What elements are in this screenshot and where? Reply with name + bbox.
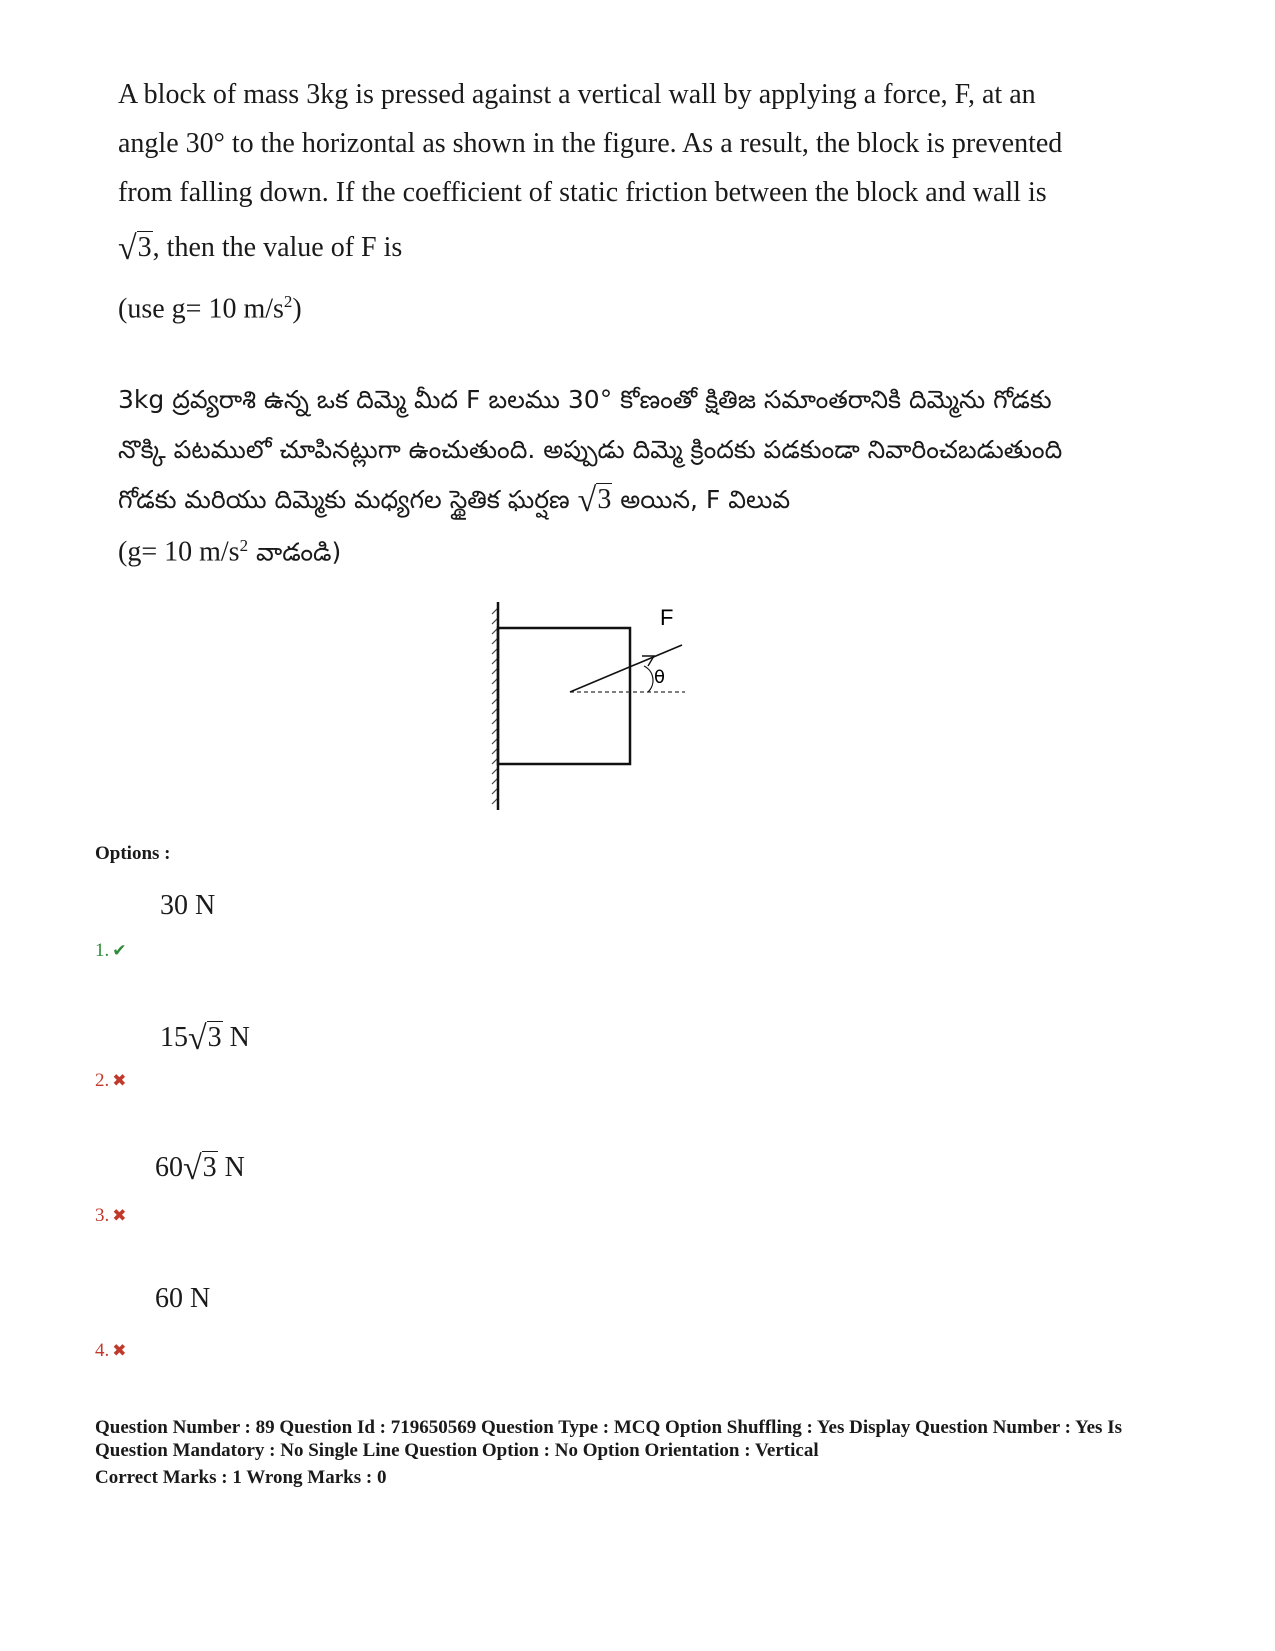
option-text: 60√3 N <box>155 1150 245 1187</box>
option-number: 1. ✔ <box>95 940 127 961</box>
option-number: 3. ✖ <box>95 1205 127 1226</box>
question-line: from falling down. If the coefficient of static friction between the block and wall is <box>118 177 1047 208</box>
angle-label: θ <box>654 667 666 688</box>
angle-arc <box>644 666 653 692</box>
question-line-rest: , then the value of F is <box>152 232 403 263</box>
cross-icon: ✖ <box>112 1206 127 1226</box>
question-telugu <box>118 375 1128 572</box>
meta-line: Question Number : 89 Question Id : 719650569 Question Type : MCQ Option Shuffling : Yes Display Question Number : Yes Is <box>95 1417 1122 1438</box>
meta-line: Question Mandatory : No Single Line Question Option : No Option Orientation : Vertical <box>95 1440 819 1461</box>
question-english <box>118 70 1128 333</box>
block-wall-figure <box>490 600 710 820</box>
sqrt-expression: √3 <box>188 1020 222 1057</box>
question-line: angle 30° to the horizontal as shown in the figure. As a result, the block is prevented <box>118 128 1063 159</box>
gravity-hint: (g= 10 $m/s^2$ వాడండి) <box>118 536 342 568</box>
options-label: Options : <box>95 843 171 864</box>
question-line: A block of mass 3kg is pressed against a vertical wall by applying a force, F, at an <box>118 79 1036 110</box>
question-metadata <box>95 1416 1205 1489</box>
question-line <box>118 223 1128 273</box>
sqrt-expression: √3 <box>183 1150 217 1187</box>
gravity-hint: (use g= 10 $m/s^2$) <box>118 292 302 325</box>
cross-icon: ✖ <box>112 1341 127 1361</box>
option-number: 4. ✖ <box>95 1340 127 1361</box>
force-label: F <box>660 605 674 630</box>
block <box>498 628 630 764</box>
question-line: గోడకు మరియు దిమ్మెకు మధ్యగల స్థైతిక ఘర్షణ √3 అయిన, F విలువ <box>118 475 1128 526</box>
meta-line: Correct Marks : 1 Wrong Marks : 0 <box>95 1467 387 1488</box>
option-text: 60 N <box>155 1283 211 1314</box>
option-number: 2. ✖ <box>95 1070 127 1091</box>
force-line <box>570 645 682 692</box>
check-icon: ✔ <box>112 941 127 961</box>
option-text: 15√3 N <box>160 1020 250 1057</box>
option-text: 30 N <box>160 890 216 921</box>
radicand: 3 <box>137 232 152 263</box>
radicand: 3 <box>597 484 612 515</box>
question-line: నొక్కి పటములో చూపినట్లుగా ఉంచుతుంది. అప్పుడు దిమ్మె క్రిందకు పడకుండా నివారించబడుతుంది <box>118 435 1063 464</box>
sqrt-expression: √3 <box>118 230 152 267</box>
question-line: 3kg ద్రవ్యరాశి ఉన్న ఒక దిమ్మె మీద F బలము 30° కోణంతో క్షితిజ సమాంతరానికి దిమ్మెను గోడకు <box>118 385 1052 414</box>
sqrt-expression: √3 <box>577 482 612 519</box>
cross-icon: ✖ <box>112 1071 127 1091</box>
